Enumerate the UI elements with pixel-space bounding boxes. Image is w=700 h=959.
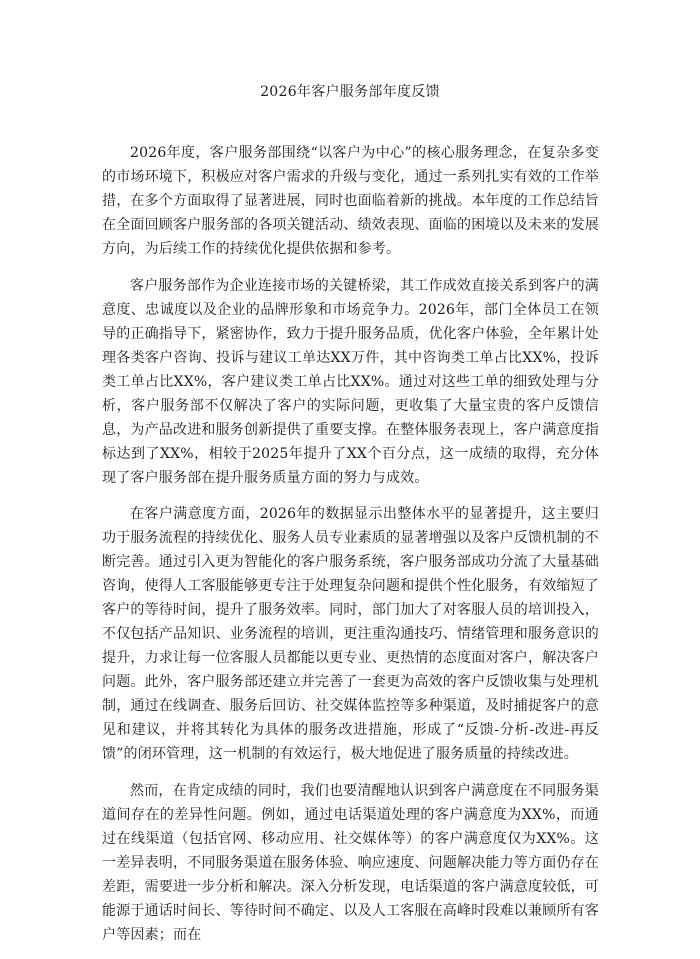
paragraph-3: 在客户满意度方面，2026年的数据显示出整体水平的显著提升，这主要归功于服务流程的持续优化、服务人员专业素质的显著增强以及客户反馈机制的不断完善。通过引入更为智能化的客户服务系统，客户服务部成功分流了大量基础咨询，使得人工客服能够更专注于处理复杂问题和提供个性化服务，有效缩短了客户的等待时间，提升了服务效率。同时，部门加大了对客服人员的培训投入，不仅包括产品知识、业务流程的培训，更注重沟通技巧、情绪管理和服务意识的提升，力求让每一位客服人员都能以更专业、更热情的态度面对客户，解决客户问题。此外，客户服务部还建立并完善了一套更为高效的客户反馈收集与处理机制，通过在线调查、服务后回访、社交媒体监控等多种渠道，及时捕捉客户的意见和建议，并将其转化为具体的服务改进措施，形成了“反馈-分析-改进-再反馈”的闭环管理，这一机制的有效运行，极大地促进了服务质量的持续改进。 [102,506,599,762]
paragraph-1: 2026年度，客户服务部围绕“以客户为中心”的核心服务理念，在复杂多变的市场环境下，积极应对客户需求的升级与变化，通过一系列扎实有效的工作举措，在多个方面取得了显著进展，同时也面临着新的挑战。本年度的工作总结旨在全面回顾客户服务部的各项关键活动、绩效表现、面临的困境以及未来的发展方向，为后续工作的持续优化提供依据和参考。 [102,145,599,257]
paragraph-4: 然而，在肯定成绩的同时，我们也要清醒地认识到客户满意度在不同服务渠道间存在的差异性问题。例如，通过电话渠道处理的客户满意度为XX%，而通过在线渠道（包括官网、移动应用、社交媒体等）的客户满意度仅为XX%。这一差异表明，不同服务渠道在服务体验、响应速度、问题解决能力等方面仍存在差距，需要进一步分析和解决。深入分析发现，电话渠道的客户满意度较低，可能源于通话时间长、等待时间不确定、以及人工客服在高峰时段难以兼顾所有客户等因素；而在 [102,782,599,943]
document-title: 2026年客户服务部年度反馈 [260,84,440,100]
paragraph-2: 客户服务部作为企业连接市场的关键桥梁，其工作成效直接关系到客户的满意度、忠诚度以及企业的品牌形象和市场竞争力。2026年，部门全体员工在领导的正确指导下，紧密协作，致力于提升服务品质，优化客户体验，全年累计处理各类客户咨询、投诉与建议工单达XX万件，其中咨询类工单占比XX%，投诉类工单占比XX%，客户建议类工单占比XX%。通过对这些工单的细致处理与分析，客户服务部不仅解决了客户的实际问题，更收集了大量宝贵的客户反馈信息，为产品改进和服务创新提供了重要支撑。在整体服务表现上，客户满意度指标达到了XX%，相较于2025年提升了XX个百分点，这一成绩的取得，充分体现了客户服务部在提升服务质量方面的努力与成效。 [102,277,599,486]
document-body [102,141,599,959]
